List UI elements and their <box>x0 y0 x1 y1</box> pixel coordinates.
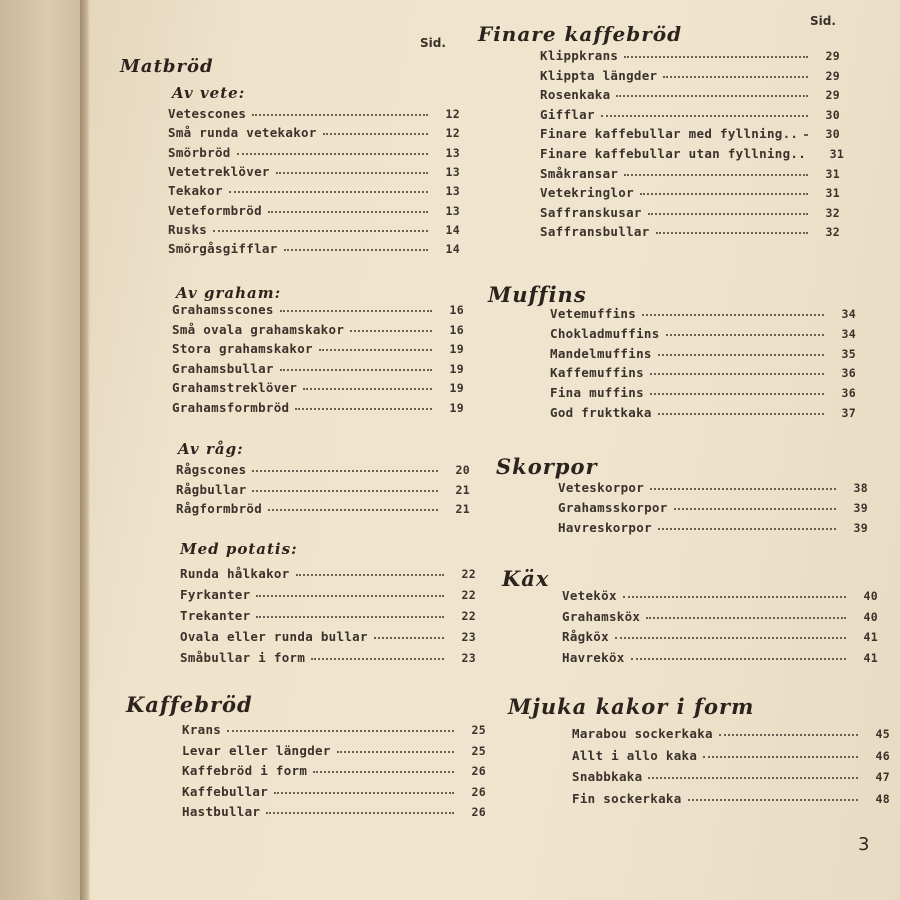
toc-entry-page: 34 <box>841 326 856 341</box>
toc-entry-name: Fina muffins <box>550 385 644 401</box>
toc-entry-page: 47 <box>875 770 890 784</box>
right-sid-label: Sid. <box>810 14 836 28</box>
toc-entry-name: Trekanter <box>180 608 251 623</box>
dot-leader <box>624 173 808 176</box>
dot-leader <box>650 372 824 375</box>
toc-entry-page: 35 <box>841 346 856 361</box>
dot-leader <box>303 387 432 390</box>
toc-entry <box>540 87 840 102</box>
toc-entry-page: 20 <box>455 463 470 477</box>
toc-entry-name: God fruktkaka <box>550 405 652 420</box>
dot-leader <box>646 616 846 619</box>
toc-entry <box>172 322 464 337</box>
group-title-vete: Av vete: <box>172 84 246 102</box>
toc-entry <box>176 482 470 497</box>
toc-entry <box>572 726 890 741</box>
dot-leader <box>674 507 836 510</box>
toc-entry-name: Krans <box>182 722 222 737</box>
dot-leader <box>237 152 428 155</box>
toc-entry-name: Grahamsscones <box>172 302 274 317</box>
toc-entry-page: 38 <box>853 481 868 495</box>
dot-leader <box>658 353 824 356</box>
toc-entry <box>182 722 486 737</box>
toc-entry-name: Havreskorpor <box>558 520 652 535</box>
toc-entry-name: Rusks <box>168 221 208 237</box>
toc-entry <box>562 588 878 603</box>
toc-entry <box>176 462 470 477</box>
dot-leader <box>311 657 444 660</box>
toc-entry-name: Havreköx <box>562 649 625 665</box>
toc-entry-name: Rågformbröd <box>176 501 263 516</box>
toc-entry-page: 13 <box>445 184 460 199</box>
dot-leader <box>256 615 444 618</box>
toc-entry-page: 13 <box>445 203 460 218</box>
toc-entry <box>172 341 464 356</box>
section-title-skorpor: Skorpor <box>496 454 598 479</box>
dot-leader <box>323 132 428 135</box>
toc-entry-page: 39 <box>853 501 868 515</box>
dot-leader <box>280 309 432 312</box>
toc-entry <box>550 306 856 321</box>
toc-entry-page: 39 <box>853 521 868 535</box>
section-title-mjuka-kakor: Mjuka kakor i form <box>508 694 755 719</box>
dot-leader <box>648 212 808 215</box>
toc-entry-page: 32 <box>825 225 840 240</box>
toc-entry <box>182 784 486 799</box>
toc-entry <box>540 48 840 63</box>
toc-entry-name: Klippkrans <box>540 48 619 63</box>
toc-entry-page: 14 <box>445 222 460 237</box>
toc-entry-name: Ovala eller runda bullar <box>180 629 368 644</box>
toc-entry-page: 31 <box>825 166 840 181</box>
toc-entry-name: Klippta längder <box>540 67 658 83</box>
toc-entry <box>540 166 840 181</box>
toc-entry <box>540 146 845 161</box>
toc-entry-name: Snabbkaka <box>572 769 643 784</box>
dot-leader <box>601 114 808 117</box>
toc-entry-name: Chokladmuffins <box>550 325 660 341</box>
toc-entry-page: 13 <box>445 145 460 160</box>
toc-entry-page: 40 <box>863 589 878 603</box>
dot-leader <box>252 489 438 492</box>
toc-entry-name: Stora grahamskakor <box>172 341 313 356</box>
toc-entry-name: Levar eller längder <box>182 742 331 758</box>
toc-entry-page: 25 <box>471 723 486 737</box>
toc-entry-name: Fin sockerkaka <box>572 790 682 806</box>
dot-leader <box>640 192 808 195</box>
toc-entry <box>562 609 878 624</box>
toc-entry-page: 12 <box>445 126 460 141</box>
toc-entry-page: 26 <box>471 764 486 778</box>
dot-leader <box>213 229 428 232</box>
toc-entry-name: Gifflar <box>540 106 595 122</box>
toc-entry-name: Finare kaffebullar utan fyllning.. <box>540 146 807 161</box>
dot-leader <box>252 113 428 116</box>
dot-leader <box>276 171 428 174</box>
toc-entry <box>540 185 840 200</box>
toc-entry <box>180 650 476 665</box>
toc-entry-name: Rågbullar <box>176 481 247 497</box>
toc-entry-name: Tekakor <box>168 183 223 199</box>
toc-entry <box>562 650 878 665</box>
dot-leader <box>650 487 836 490</box>
previous-page-edge <box>0 0 84 900</box>
toc-entry-page: 22 <box>461 609 476 623</box>
toc-entry-page: 31 <box>829 147 845 161</box>
toc-entry <box>572 748 890 763</box>
dot-leader <box>337 750 454 753</box>
dot-leader <box>268 210 428 213</box>
section-title-kaffebrod: Kaffebröd <box>126 692 253 717</box>
toc-entry <box>168 241 460 256</box>
dot-leader <box>663 75 808 78</box>
toc-entry-name: Grahamsbullar <box>172 360 274 376</box>
dot-leader <box>624 55 808 58</box>
toc-entry-page: 26 <box>471 805 486 819</box>
dot-leader <box>656 231 808 234</box>
dot-leader <box>284 248 428 251</box>
toc-entry-page: 23 <box>461 651 476 665</box>
toc-entry-name: Rosenkaka <box>540 87 611 103</box>
dot-leader <box>229 190 428 193</box>
toc-entry-name: Smörbröd <box>168 144 231 160</box>
toc-entry <box>550 346 856 361</box>
dot-leader <box>666 333 824 336</box>
dot-leader <box>313 770 454 773</box>
dot-leader <box>658 412 824 415</box>
toc-entry-name: Vetescones <box>168 106 247 121</box>
section-title-finare-kaffebrod: Finare kaffebröd <box>478 22 683 46</box>
toc-entry <box>168 203 460 218</box>
toc-entry <box>550 365 856 380</box>
toc-entry-page: 16 <box>449 303 464 317</box>
toc-entry-name: Veteköx <box>562 588 617 603</box>
toc-entry-page: 48 <box>875 791 890 806</box>
toc-entry-name: Grahamsformbröd <box>172 399 290 415</box>
toc-entry <box>572 791 890 806</box>
toc-entry-name: Små runda vetekakor <box>168 125 317 141</box>
dot-leader <box>256 594 444 597</box>
dot-leader <box>631 657 846 660</box>
toc-entry <box>168 183 460 198</box>
dot-leader <box>296 573 444 576</box>
toc-entry-name: Veteskorpor <box>558 480 645 495</box>
toc-entry-page: 22 <box>461 567 476 581</box>
toc-entry <box>558 500 868 515</box>
toc-entry <box>540 68 840 83</box>
toc-entry-page: 31 <box>825 186 840 201</box>
dot-leader <box>295 407 432 410</box>
toc-entry <box>550 326 856 341</box>
toc-entry-page: 12 <box>445 107 460 121</box>
toc-entry <box>182 763 486 778</box>
page-number: 3 <box>858 834 870 855</box>
toc-entry <box>168 145 460 160</box>
toc-entry-name: Runda hålkakor <box>180 566 290 581</box>
toc-entry <box>540 126 840 141</box>
toc-entry-name: Mandelmuffins <box>550 345 652 361</box>
toc-entry-name: Vetetreklöver <box>168 163 270 179</box>
toc-entry-page: 19 <box>449 342 464 356</box>
toc-entry <box>180 629 476 644</box>
toc-entry <box>572 769 890 784</box>
toc-entry-name: Saffranskusar <box>540 204 642 220</box>
dot-leader <box>703 755 858 758</box>
toc-entry-name: Grahamsskorpor <box>558 500 668 515</box>
dot-leader <box>719 733 858 736</box>
toc-entry-page: 36 <box>841 386 856 401</box>
toc-entry <box>180 566 476 581</box>
toc-entry <box>168 106 460 121</box>
toc-entry-page: 32 <box>825 205 840 220</box>
toc-entry-name: Småbullar i form <box>180 650 306 665</box>
toc-entry-page: 14 <box>445 242 460 257</box>
toc-entry-page: 22 <box>461 588 476 602</box>
section-title-muffins: Muffins <box>488 282 587 307</box>
toc-entry <box>180 608 476 623</box>
toc-entry <box>550 405 856 420</box>
toc-entry-page: 45 <box>875 727 890 741</box>
toc-entry-page: 41 <box>863 650 878 665</box>
section-title-kax: Käx <box>502 566 550 591</box>
toc-entry-name: Småkransar <box>540 165 619 181</box>
toc-entry <box>172 400 464 415</box>
toc-entry-name: Små ovala grahamskakor <box>172 321 345 337</box>
group-title-potatis: Med potatis: <box>180 540 298 558</box>
toc-entry-name: Allt i allo kaka <box>572 747 698 763</box>
toc-entry-page: 26 <box>471 784 486 799</box>
group-title-rag: Av råg: <box>178 440 244 458</box>
toc-entry-name: Kaffebröd i form <box>182 763 308 778</box>
toc-entry <box>540 107 840 122</box>
toc-entry-name: Marabou sockerkaka <box>572 726 713 741</box>
dot-leader <box>374 636 444 639</box>
toc-entry-page: 40 <box>863 609 878 624</box>
toc-entry <box>182 743 486 758</box>
dot-leader <box>658 527 836 530</box>
toc-entry <box>168 125 460 140</box>
toc-entry-name: Vetemuffins <box>550 306 637 321</box>
toc-entry-name: Rågköx <box>562 629 609 644</box>
dot-leader <box>642 313 824 316</box>
toc-entry-page: 19 <box>449 361 464 376</box>
section-title-matbrod: Matbröd <box>120 56 214 77</box>
dot-leader <box>616 94 808 97</box>
toc-entry <box>172 302 464 317</box>
toc-entry-page: 37 <box>841 406 856 420</box>
toc-entry-name: Hastbullar <box>182 804 261 819</box>
toc-entry-name: Vetekringlor <box>540 185 634 201</box>
dot-leader <box>650 392 824 395</box>
toc-entry <box>558 520 868 535</box>
toc-entry <box>168 164 460 179</box>
toc-entry <box>172 361 464 376</box>
toc-entry <box>540 205 840 220</box>
toc-entry-name: Saffransbullar <box>540 224 650 240</box>
toc-entry-page: 25 <box>471 743 486 758</box>
toc-entry-page: 46 <box>875 748 890 763</box>
dot-leader <box>252 469 438 472</box>
dot-leader <box>804 133 808 136</box>
toc-entry <box>540 224 840 239</box>
toc-entry-name: Fyrkanter <box>180 587 251 602</box>
toc-entry-page: 23 <box>461 630 476 644</box>
dot-leader <box>266 811 454 814</box>
toc-entry-page: 29 <box>825 49 840 63</box>
toc-entry <box>182 804 486 819</box>
dot-leader <box>688 798 858 801</box>
dot-leader <box>319 348 432 351</box>
toc-entry <box>550 385 856 400</box>
toc-entry-name: Kaffebullar <box>182 783 269 799</box>
toc-entry-name: Smörgåsgifflar <box>168 241 278 257</box>
toc-entry-name: Veteformbröd <box>168 202 262 218</box>
toc-entry-page: 34 <box>841 307 856 321</box>
toc-entry <box>562 629 878 644</box>
dot-leader <box>280 368 432 371</box>
toc-entry-page: 19 <box>449 400 464 415</box>
toc-entry-page: 16 <box>449 322 464 337</box>
toc-entry-page: 21 <box>455 502 470 516</box>
dot-leader <box>268 508 438 511</box>
toc-entry-page: 36 <box>841 366 856 381</box>
toc-entry-page: 21 <box>455 482 470 497</box>
toc-entry-page: 30 <box>825 127 840 142</box>
dot-leader <box>623 595 846 598</box>
left-sid-label: Sid. <box>420 36 446 50</box>
toc-entry-page: 29 <box>825 68 840 83</box>
toc-entry-page: 19 <box>449 381 464 395</box>
toc-entry <box>168 222 460 237</box>
toc-entry-page: 41 <box>863 630 878 644</box>
toc-entry-page: 30 <box>825 107 840 122</box>
toc-entry-page: 13 <box>445 164 460 179</box>
book-spine <box>80 0 90 900</box>
dot-leader <box>227 729 454 732</box>
toc-entry-name: Rågscones <box>176 462 247 477</box>
toc-entry <box>172 380 464 395</box>
dot-leader <box>274 791 454 794</box>
dot-leader <box>648 776 858 779</box>
toc-entry-name: Grahamsköx <box>562 608 641 624</box>
toc-entry <box>558 480 868 495</box>
toc-entry-page: 29 <box>825 88 840 103</box>
toc-entry <box>176 501 470 516</box>
group-title-graham: Av graham: <box>176 284 282 302</box>
toc-entry <box>180 587 476 602</box>
dot-leader <box>615 636 846 639</box>
dot-leader <box>350 329 432 332</box>
toc-entry-name: Grahamstreklöver <box>172 380 298 395</box>
toc-entry-name: Finare kaffebullar med fyllning.. <box>540 126 799 142</box>
toc-entry-name: Kaffemuffins <box>550 365 644 381</box>
